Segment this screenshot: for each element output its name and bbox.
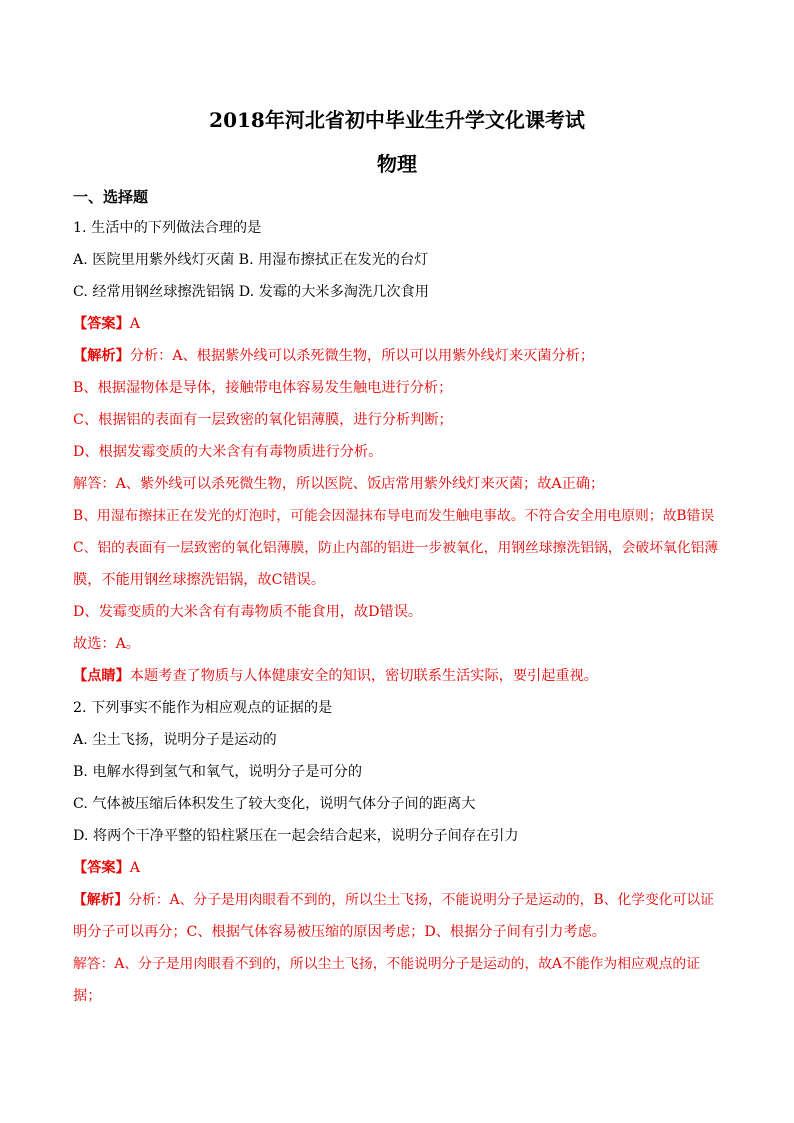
q1-answer-label: 【答案】 [73, 316, 130, 332]
q1-stem: 1. 生活中的下列做法合理的是 [73, 220, 262, 236]
q1-solution-line-3b: 膜，不能用钢丝球擦洗铝锅，故C错误。 [73, 572, 326, 588]
q1-solution-line-1: 解答：A、紫外线可以杀死微生物，所以医院、饭店常用紫外线灯来灭菌；故A正确； [73, 476, 605, 492]
q2-option-c: C. 气体被压缩后体积发生了较大变化，说明气体分子间的距离大 [73, 796, 476, 812]
q2-solution-line-2: 据； [73, 988, 102, 1004]
q1-comment-text: 本题考查了物质与人体健康安全的知识，密切联系生活实际，要引起重视。 [129, 668, 598, 684]
q1-analysis-text-1: 分析：A、根据紫外线可以杀死微生物，所以可以用紫外线灯来灭菌分析； [129, 348, 595, 364]
q2-option-a: A. 尘土飞扬，说明分子是运动的 [73, 732, 277, 748]
q2-option-d: D. 将两个干净平整的铅柱紧压在一起会结合起来，说明分子间存在引力 [73, 828, 519, 844]
q1-answer [73, 314, 723, 334]
q1-analysis-line-3: C、根据铝的表面有一层致密的氧化铝薄膜，进行分析判断； [73, 412, 453, 428]
q1-solution-line-2: B、用湿布擦抹正在发光的灯泡时，可能会因湿抹布导电而发生触电事故。不符合安全用电原则；故B错误 [73, 508, 715, 524]
q1-choice: 故选：A。 [73, 636, 140, 652]
q2-analysis-label: 【解析】 [73, 892, 129, 908]
q1-solution-line-3a: C、铝的表面有一层致密的氧化铝薄膜，防止内部的铝进一步被氧化，用钢丝球擦洗铝锅，会破坏氧化铝薄 [73, 540, 719, 556]
q1-analysis-line-4: D、根据发霉变质的大米含有有毒物质进行分析。 [73, 444, 383, 460]
q2-option-b: B. 电解水得到氢气和氧气，说明分子是可分的 [73, 764, 363, 780]
q2-analysis-line-1 [73, 890, 723, 910]
q2-stem: 2. 下列事实不能作为相应观点的证据的是 [73, 700, 333, 716]
q2-answer-label: 【答案】 [73, 860, 130, 876]
q1-options-ab: A. 医院里用紫外线灯灭菌 B. 用湿布擦拭正在发光的台灯 [73, 252, 429, 268]
q2-answer-value: A [129, 860, 141, 876]
subject-title: 物理 [377, 152, 417, 176]
section-heading: 一、选择题 [73, 188, 149, 206]
exam-title: 2018年河北省初中毕业生升学文化课考试 [209, 108, 585, 132]
q2-answer [73, 858, 723, 878]
q1-comment [73, 666, 723, 686]
q2-analysis-text-1a: 分析：A、分子是用肉眼看不到的，所以尘土飞扬，不能说明分子是运动的，B、化学变化可以证 [128, 892, 714, 908]
q2-solution-line-1: 解答：A、分子是用肉眼看不到的，所以尘土飞扬，不能说明分子是运动的，故A不能作为相应观点的证 [73, 956, 700, 972]
q1-answer-value: A [129, 316, 141, 332]
q1-analysis-label: 【解析】 [73, 348, 130, 364]
q1-options-cd: C. 经常用钢丝球擦洗铝锅 D. 发霉的大米多淘洗几次食用 [73, 284, 429, 300]
q1-analysis-line-1 [73, 346, 723, 366]
q1-analysis-line-2: B、根据湿物体是导体，接触带电体容易发生触电进行分析； [73, 380, 453, 396]
q2-analysis-line-2: 明分子可以再分；C、根据气体容易被压缩的原因考虑；D、根据分子间有引力考虑。 [73, 924, 606, 940]
q1-comment-label: 【点睛】 [73, 668, 130, 684]
q1-solution-line-4: D、发霉变质的大米含有有毒物质不能食用，故D错误。 [73, 604, 423, 620]
